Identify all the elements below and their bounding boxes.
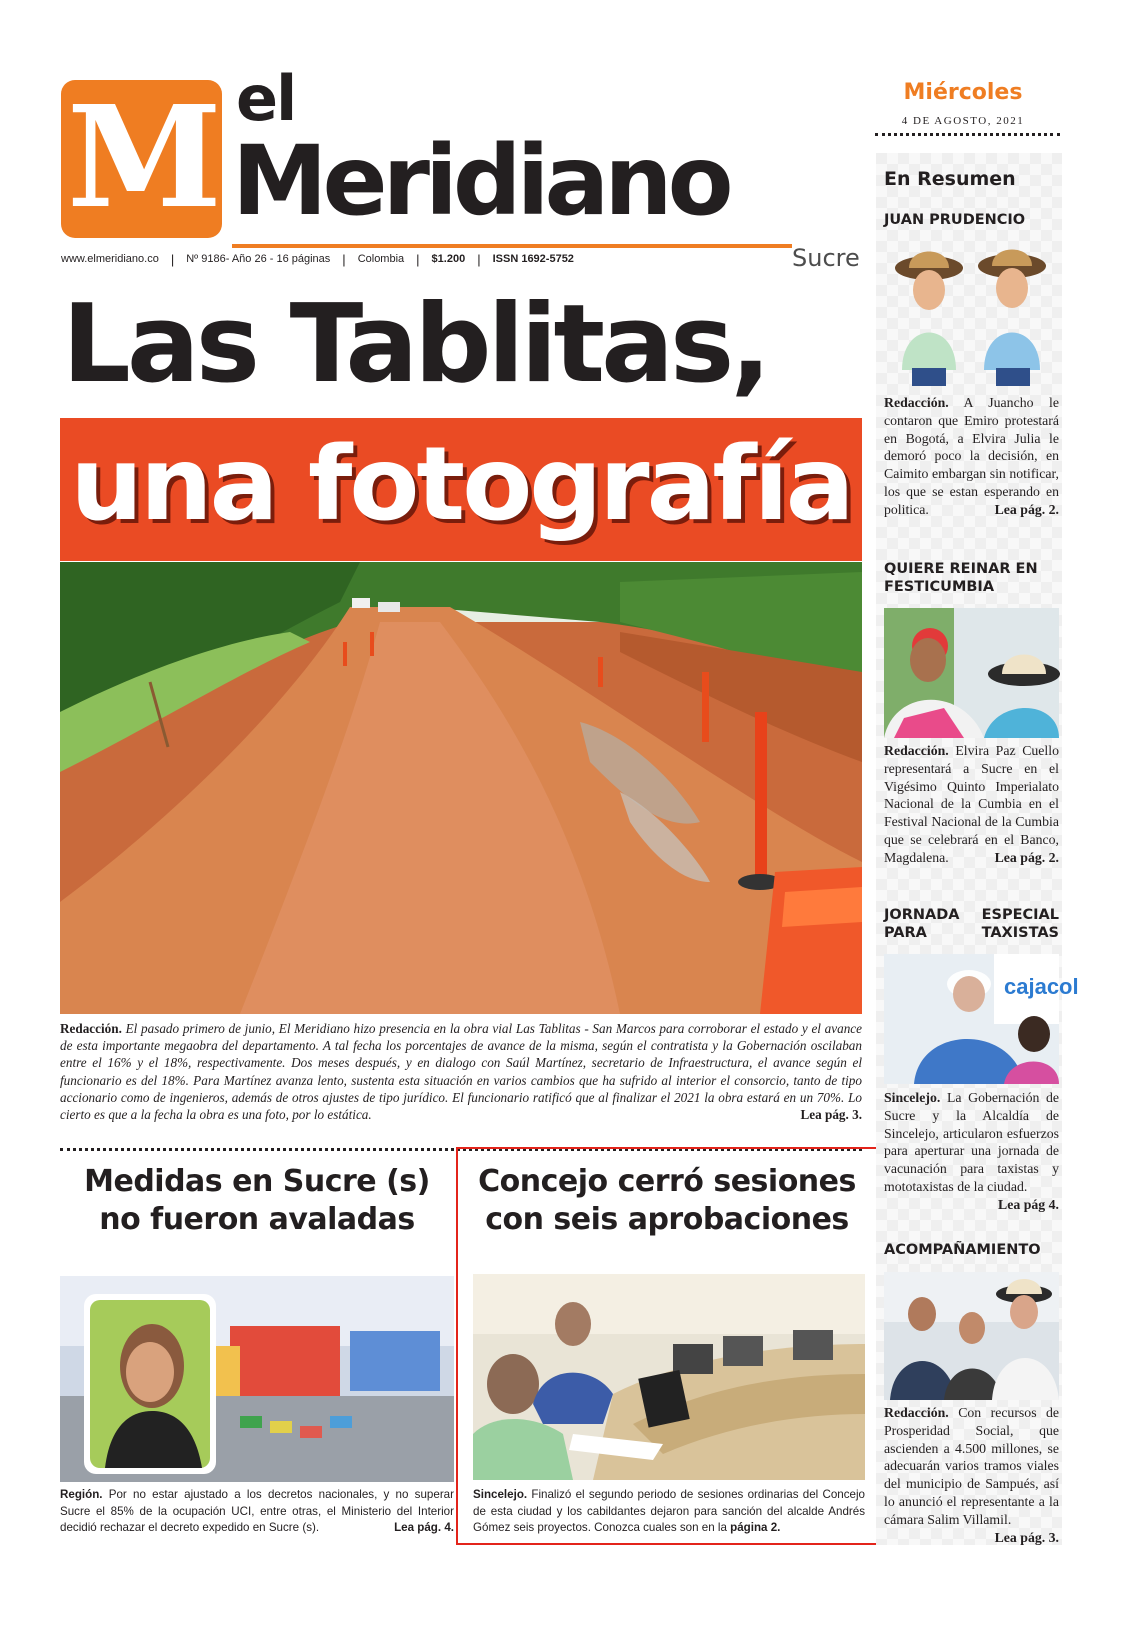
logo-m-block	[61, 76, 222, 240]
sidebar-item-ref: Lea pág 4.	[998, 1196, 1059, 1212]
sidebar-item-text	[884, 1404, 1059, 1546]
sidebar-item-text	[884, 1089, 1059, 1214]
website-link[interactable]: www.elmeridiano.co	[61, 253, 159, 265]
sidebar-item-ref: Lea pág. 3.	[994, 1529, 1059, 1545]
story-right-ref: página 2.	[730, 1521, 781, 1534]
town-square-photo	[60, 1276, 454, 1482]
council-session-photo	[473, 1274, 865, 1480]
sidebar-item-photo	[884, 240, 1059, 390]
sidebar-item-heading: ACOMPAÑAMIENTO	[884, 1242, 1041, 1258]
story-left-ref: Lea pág. 4.	[394, 1521, 454, 1534]
logo-name-text: Meridiano	[232, 125, 729, 237]
main-story-caption	[60, 1020, 862, 1123]
festival-queen-photo	[884, 608, 1059, 738]
main-story-body: El pasado primero de junio, El Meridiano hizo presencia en la obra vial Las Tablitas - San Marcos para corroborar el estado y el avance de esta importante megaobra del departamento. A tal fecha los porcentajes de avance de la misma, según el contratista y la Gobernación oscilaban entre el 16% y el 18%, respectivamente. Dos meses después, y en dialogo con Saúl Martínez, secretario de Infraestructura, el avance según el funcionario es del 18%. Para Martínez avanza lento, sustenta esta situación en varios cambios que ha sufrido al interior el consorcio, tanto de tipo accionario como de ingenieros, además de otros ajustes de tipo jurídico. El funcionario ratificó que al finalizar el 2021 la obra estará en un 70%. Lo cierto es que a la fecha la obra es una foto, por lo estática.	[60, 1021, 863, 1123]
separator: |	[416, 251, 420, 267]
story-left-body: Por no estar ajustado a los decretos nacionales, y no superar Sucre el 85% de la ocupación UCI, entre otras, el Ministerio del Interior decidió rechazar el decreto expedido en Sucre (s).	[60, 1488, 454, 1534]
sidebar-title: En Resumen	[884, 168, 1016, 190]
story-right-photo	[473, 1274, 865, 1480]
region-label: Sucre	[792, 244, 860, 272]
sidebar-item-photo	[884, 954, 1079, 1084]
main-story-lead: Redacción.	[60, 1021, 122, 1036]
headline-line-1: Las Tablitas,	[62, 282, 768, 407]
sidebar-item-ref: Lea pág. 2.	[994, 849, 1059, 865]
separator: |	[170, 251, 175, 267]
sidebar-item-photo	[884, 608, 1059, 738]
country-info: Colombia	[357, 253, 405, 265]
headline-line-2: una fotografía	[70, 425, 852, 544]
main-photo-road	[60, 562, 862, 1014]
sidebar-item-body: La Gobernación de Sucre y la Alcaldía de Sincelejo, articularon esfuerzos para aperturar una jornada de vacunación para taxistas y mototaxistas de la ciudad.	[884, 1090, 1060, 1194]
sidebar-item-photo	[884, 1272, 1059, 1400]
sidebar-item-heading: QUIERE REINAR EN FESTICUMBIA	[884, 561, 1038, 595]
sidebar-item-body: Elvira Paz Cuello representará a Sucre en el Vigésimo Quinto Imperialato Nacional de la Cumbia en el Festival Nacional de la Cumbia que se celebrará en el Banco, Magdalena.	[884, 743, 1059, 865]
separator: |	[477, 251, 481, 267]
sidebar-item-body: Con recursos de Prosperidad Social, que ascienden a 4.500 millones, se adecuarán varios tramos viales del municipio de Sampués, así lo anunció el representante a la cámara Salim Villamil.	[884, 1405, 1059, 1527]
cartoon-illustration	[884, 240, 1059, 390]
date-full: 4 DE AGOSTO, 2021	[901, 115, 1025, 127]
story-left-lead: Región.	[60, 1488, 103, 1501]
story-right-lead: Sincelejo.	[473, 1488, 528, 1501]
sidebar-item-text	[884, 742, 1059, 867]
sidebar-item-lead: Redacción.	[884, 743, 949, 758]
story-right-title: Concejo cerró sesiones con seis aprobaciones	[478, 1164, 856, 1237]
sidebar-item-body: A Juancho le contaron que Emiro protestará en Bogotá, a Elvira Julia le demoró poco la decisión, en Caimito embargan sin notificar, los que se estan esperando en politica.	[884, 395, 1059, 517]
separator: |	[342, 251, 346, 267]
sidebar-item-ref: Lea pág. 2.	[994, 501, 1059, 517]
story-right-text	[473, 1487, 865, 1537]
main-story-ref: Lea pág. 3.	[800, 1107, 862, 1123]
masthead-orange-rule	[232, 244, 792, 248]
sidebar-item-text	[884, 394, 1059, 519]
vaccination-photo	[884, 954, 1079, 1084]
sidebar-item-heading: JORNADA ESPECIAL PARA TAXISTAS	[884, 907, 1059, 941]
story-right-body: Finalizó el segundo periodo de sesiones ordinarias del Concejo de esta ciudad y los cabildantes dejaron para sanción del alcalde Andrés Gómez seis proyectos. Conozca cuales son en la	[473, 1488, 865, 1534]
story-left-title: Medidas en Sucre (s) no fueron avaladas	[84, 1164, 430, 1237]
issn-info: ISSN 1692-5752	[492, 253, 574, 265]
logo-el-text: el	[236, 62, 296, 135]
price-info: $1.200	[431, 253, 466, 265]
sidebar-item-lead: Sincelejo.	[884, 1090, 941, 1105]
road-photo-illustration	[60, 562, 862, 1014]
sidebar-item-lead: Redacción.	[884, 1405, 949, 1420]
sidebar-item-lead: Redacción.	[884, 395, 949, 410]
edition-info: Nº 9186- Año 26 - 16 páginas	[186, 253, 331, 265]
officials-group-photo	[884, 1272, 1059, 1400]
cajacol-banner-text: cajacol	[1004, 974, 1079, 999]
date-dotted-rule	[875, 133, 1060, 136]
sidebar-item-heading: JUAN PRUDENCIO	[884, 212, 1026, 228]
story-left-photo	[60, 1276, 454, 1482]
logo-m-letter: M	[67, 76, 216, 240]
story-left-text	[60, 1487, 454, 1537]
masthead-info-bar	[61, 251, 574, 267]
date-day: Miércoles	[903, 80, 1023, 105]
